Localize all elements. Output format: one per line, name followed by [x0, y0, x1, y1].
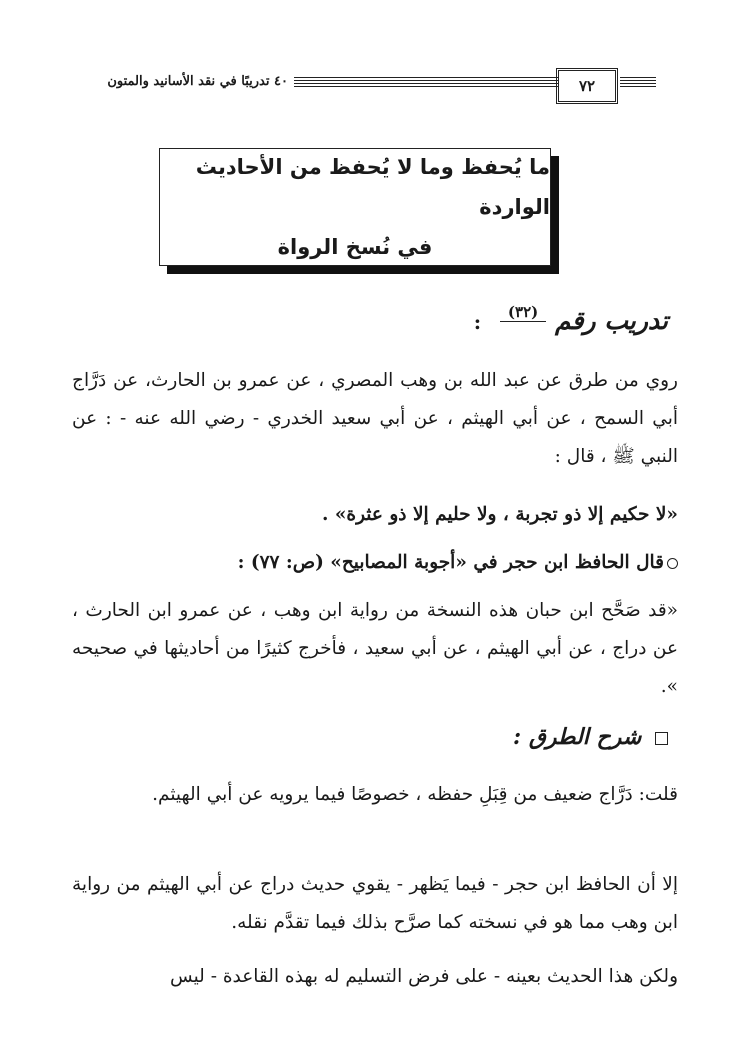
hadith-text: «لا حكيم إلا ذو تجربة ، ولا حليم إلا ذو عثرة» . [321, 504, 678, 525]
running-title: ٤٠ تدريبًا في نقد الأسانيد والمتون [107, 74, 288, 89]
narration-paragraph: روي من طرق عن عبد الله بن وهب المصري ، عن عمرو بن الحارث، عن دَرَّاج أبي السمح ، عن أبي الهيثم ، عن أبي سعيد الخدري - رضي الله عنه - : عن النبي ﷺ ، قال : [72, 370, 678, 467]
header-rule-right [620, 77, 656, 87]
exercise-colon: : [473, 310, 482, 334]
exercise-number: (٣٢) [500, 303, 546, 322]
sharh-label: شرح الطرق [528, 724, 642, 750]
quote-intro-text: قال الحافظ ابن حجر في «أجوبة المصابيح» (ص: ٧٧) : [237, 552, 664, 573]
commentary-paragraph-1: قلت: دَرَّاج ضعيف من قِبَلِ حفظه ، خصوصًا فيما يرويه عن أبي الهيثم. [152, 784, 678, 805]
page-number: ٧٢ [556, 68, 618, 104]
running-header [86, 66, 658, 110]
commentary-paragraph-2: إلا أن الحافظ ابن حجر - فيما يَظهر - يقوي حديث دراج عن أبي الهيثم من رواية ابن وهب مما هو في نسخته كما صرَّح بذلك فيما تقدَّم نقله. [72, 874, 678, 933]
sharh-heading [513, 724, 668, 750]
header-rule-left [294, 77, 558, 87]
ibn-hajar-quote: «قد صَحَّح ابن حبان هذه النسخة من رواية ابن وهب ، عن عمرو ابن الحارث ، عن دراج ، عن أبي الهيثم ، عن أبي سعيد ، فأخرج كثيرًا من أحاديثها في صحيحه ». [72, 600, 678, 697]
chapter-title-line1: ما يُحفظ وما لا يُحفظ من الأحاديث الواردة [195, 155, 550, 219]
chapter-title-box [159, 148, 551, 266]
square-bullet-icon [655, 732, 668, 745]
exercise-label: تدريب رقم [554, 306, 668, 335]
chapter-title-line2: في نُسخ الرواة [277, 235, 433, 259]
quote-intro [72, 544, 678, 582]
commentary-paragraph-3: ولكن هذا الحديث بعينه - على فرض التسليم له بهذه القاعدة - ليس [170, 966, 678, 987]
exercise-heading [473, 303, 668, 335]
circle-bullet-icon [667, 558, 678, 569]
sharh-colon: : [513, 724, 522, 750]
